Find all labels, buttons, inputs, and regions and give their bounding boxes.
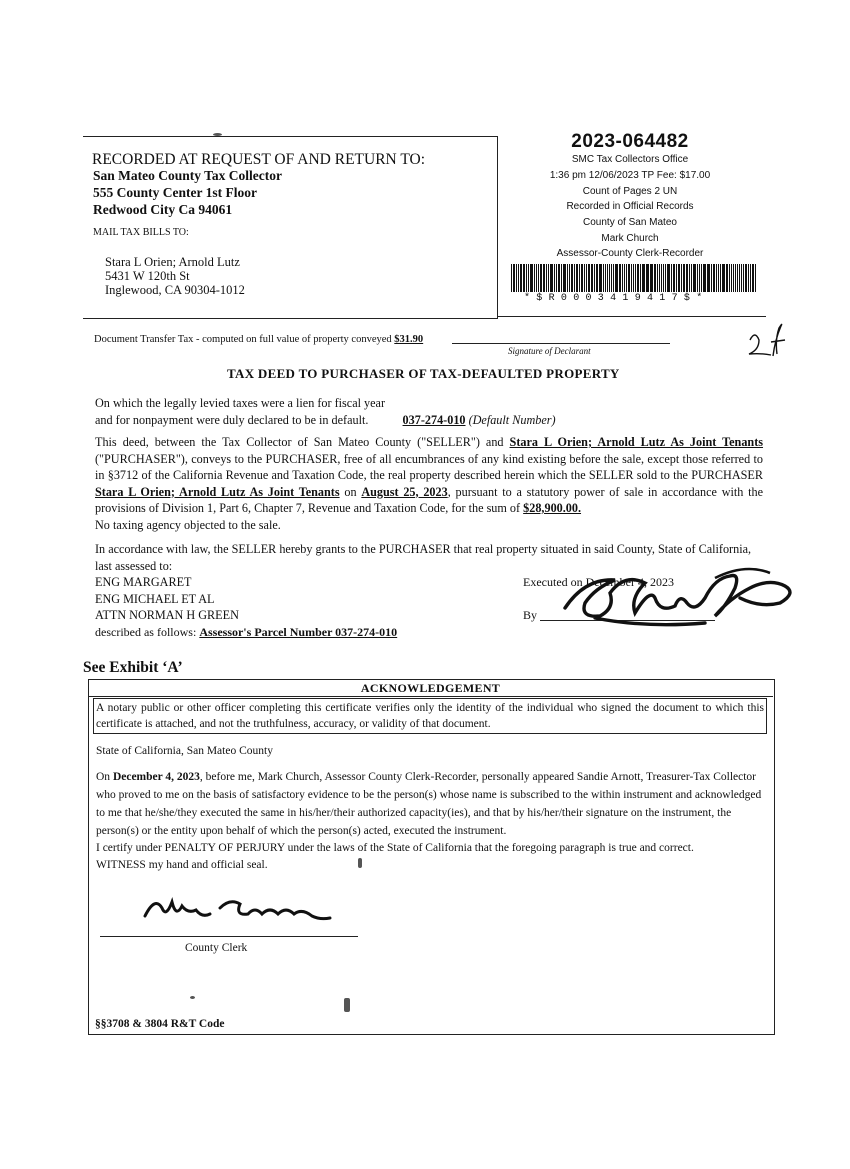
barcode-bar <box>650 264 653 292</box>
barcode <box>511 264 761 292</box>
scan-speck <box>358 858 362 868</box>
barcode-bar <box>748 264 749 292</box>
barcode-bar <box>586 264 587 292</box>
barcode-bar <box>642 264 645 292</box>
barcode-bar <box>646 264 649 292</box>
recorder-info-line: SMC Tax Collectors Office <box>571 154 689 165</box>
barcode-bar <box>726 264 728 292</box>
barcode-bar <box>571 264 573 292</box>
barcode-bar <box>686 264 688 292</box>
perjury-certification: I certify under PENALTY OF PERJURY under the laws of the State of California that the foregoing paragraph is true and correct. WITNESS my hand and official seal. <box>96 840 766 874</box>
barcode-bar <box>661 264 662 292</box>
see-exhibit-heading: See Exhibit ‘A’ <box>83 659 183 676</box>
barcode-bar <box>523 264 525 292</box>
acknowledgement-divider <box>88 696 773 697</box>
code-citation: §§3708 & 3804 R&T Code <box>95 1018 225 1030</box>
barcode-bar <box>755 264 756 292</box>
barcode-bar <box>591 264 593 292</box>
barcode-bar <box>707 264 710 292</box>
barcode-bar <box>530 264 533 292</box>
barcode-bar <box>659 264 660 292</box>
barcode-bar <box>693 264 696 292</box>
barcode-bar <box>697 264 698 292</box>
barcode-bar <box>665 264 666 292</box>
barcode-bar <box>622 264 623 292</box>
return-to-line: Redwood City Ca 94061 <box>93 202 233 217</box>
box-divider <box>497 136 498 317</box>
barcode-bar <box>671 264 672 292</box>
county-clerk-label: County Clerk <box>185 942 248 954</box>
barcode-bar <box>563 264 566 292</box>
barcode-bar <box>613 264 614 292</box>
default-number-label: (Default Number) <box>468 412 556 427</box>
barcode-bar <box>722 264 725 292</box>
barcode-bar <box>703 264 706 292</box>
default-number: 037-274-010 <box>402 412 466 427</box>
barcode-bar <box>699 264 700 292</box>
conveyance-paragraph: This deed, between the Tax Collector of San Mateo County ("SELLER") and Stara L Orien; Arnold Lutz As Joint Tenants ("PURCHASER"), conveys to the PURCHASER, free of all encumbrances of any kind existing before the sale, except those referred to in §3712 of the California Revenue and Taxation Code, the real property described herein which the SELLER sold to the PURCHASER Stara L Orien; Arnold Lutz As Joint Tenants on August 25, 2023, pursuant to a statutory power of sale in accordance with the provisions of Division 1, Part 6, Chapter 7, Revenue and Taxation Code, for the sum of $28,900.00. No taxing agency objected to the sale. <box>95 435 764 532</box>
barcode-bar <box>594 264 595 292</box>
assessed-to-name: ATTN NORMAN H GREEN <box>95 608 239 622</box>
barcode-bar <box>574 264 575 292</box>
barcode-bar <box>676 264 677 292</box>
barcode-bar <box>683 264 685 292</box>
assessed-to-name: ENG MARGARET <box>95 575 192 589</box>
barcode-bar <box>637 264 639 292</box>
default-line: and for nonpayment were duly declared to be in default. <box>95 412 369 427</box>
barcode-bar <box>733 264 734 292</box>
barcode-bar <box>554 264 555 292</box>
barcode-bar <box>619 264 621 292</box>
barcode-bar <box>540 264 542 292</box>
no-objection-line: No taxing agency objected to the sale. <box>95 517 281 532</box>
mail-address-line: 5431 W 120th St <box>105 269 190 283</box>
barcode-bar <box>520 264 522 292</box>
clerk-signature-line <box>100 936 358 937</box>
barcode-bar <box>615 264 618 292</box>
barcode-bar <box>626 264 627 292</box>
barcode-bar <box>534 264 535 292</box>
barcode-bar <box>654 264 656 292</box>
tax-collector-signature <box>555 558 800 648</box>
barcode-bar <box>735 264 736 292</box>
barcode-bar <box>731 264 732 292</box>
barcode-bar <box>526 264 527 292</box>
barcode-bar <box>538 264 539 292</box>
barcode-bar <box>543 264 545 292</box>
barcode-bar <box>605 264 606 292</box>
barcode-bar <box>718 264 719 292</box>
barcode-bar <box>750 264 751 292</box>
barcode-bar <box>567 264 568 292</box>
recorder-info-line: Mark Church <box>601 233 659 244</box>
parcel-line: described as follows: Assessor's Parcel Number 037-274-010 <box>95 625 398 639</box>
barcode-bar <box>713 264 715 292</box>
barcode-bar <box>741 264 742 292</box>
barcode-bar <box>603 264 604 292</box>
barcode-bar <box>640 264 641 292</box>
acknowledgement-date: December 4, 2023 <box>112 771 200 783</box>
barcode-bar <box>691 264 692 292</box>
sale-sum: $28,900.00. <box>523 501 582 515</box>
parcel-number: Assessor's Parcel Number 037-274-010 <box>199 625 398 639</box>
notary-notice-text: A notary public or other officer completing this certificate verifies only the identity of the individual who signed the document to which this certificate is attached, and not the truthfulness, accuracy, or validity of that document. <box>96 702 764 730</box>
acknowledgement-paragraph: On December 4, 2023, before me, Mark Church, Assessor County Clerk-Recorder, personally appeared Sandie Arnott, Treasurer-Tax Collector who proved to me on the basis of satisfactory evidence to be the person(s) whose name is subscribed to the within instrument and acknowledged to me that he/she/they executed the same in his/her/their authorized capacity(ies), and that by his/her/their signature on the instrument, the person(s) or the entity upon behalf of which the person(s) acted, executed the instrument. <box>96 771 762 837</box>
return-to-line: San Mateo County Tax Collector <box>93 168 282 183</box>
barcode-bar <box>673 264 675 292</box>
barcode-bar <box>518 264 519 292</box>
county-clerk-signature <box>140 888 350 936</box>
margin-initials-mark <box>745 320 790 365</box>
barcode-bar <box>752 264 754 292</box>
fiscal-year-paragraph <box>95 395 765 428</box>
barcode-bar <box>546 264 547 292</box>
declarant-signature-line <box>452 343 670 344</box>
recorder-info-line: Assessor-County Clerk-Recorder <box>556 248 704 259</box>
barcode-bar <box>720 264 721 292</box>
transfer-tax-amount: $31.90 <box>394 334 424 345</box>
recorder-info-line: 1:36 pm 12/06/2023 TP Fee: $17.00 <box>549 170 711 181</box>
scan-speck <box>344 998 350 1012</box>
barcode-bar <box>536 264 537 292</box>
barcode-bar <box>588 264 590 292</box>
barcode-bar <box>657 264 658 292</box>
purchaser-name: Stara L Orien; Arnold Lutz As Joint Tenants <box>95 484 340 499</box>
grant-paragraph: In accordance with law, the SELLER hereby grants to the PURCHASER that real property situated in said County, State of California, last assessed to: ENG MARGARET ENG MICHAEL ET AL ATTN NORMAN H GREEN <box>95 541 765 624</box>
barcode-bar <box>716 264 717 292</box>
barcode-bar <box>528 264 529 292</box>
barcode-bar <box>635 264 636 292</box>
barcode-bar <box>556 264 557 292</box>
mail-address-line: Inglewood, CA 90304-1012 <box>105 283 245 297</box>
barcode-bar <box>729 264 730 292</box>
barcode-bar <box>584 264 585 292</box>
barcode-bar <box>611 264 612 292</box>
barcode-bar <box>628 264 630 292</box>
declarant-signature-label: Signature of Declarant <box>508 346 591 356</box>
executed-date: Executed on December 4, 2023 <box>523 575 674 589</box>
purchaser-name: Stara L Orien; Arnold Lutz As Joint Tenants <box>509 435 764 449</box>
barcode-bar <box>596 264 598 292</box>
recorder-info-line: County of San Mateo <box>583 217 677 228</box>
barcode-bar <box>667 264 670 292</box>
barcode-bar <box>701 264 702 292</box>
barcode-bar <box>561 264 562 292</box>
barcode-bar <box>745 264 747 292</box>
barcode-bar <box>663 264 664 292</box>
mail-address-line: Stara L Orien; Arnold Lutz <box>105 255 240 269</box>
deed-title: TAX DEED TO PURCHASER OF TAX-DEFAULTED PROPERTY <box>227 366 620 381</box>
barcode-bar <box>609 264 610 292</box>
barcode-bar <box>678 264 680 292</box>
barcode-bar <box>711 264 712 292</box>
barcode-bar <box>569 264 570 292</box>
sale-date: August 25, 2023 <box>361 484 448 499</box>
recorded-at-title: RECORDED AT REQUEST OF AND RETURN TO: <box>92 151 426 168</box>
barcode-bar <box>548 264 549 292</box>
mail-tax-bills-label: MAIL TAX BILLS TO: <box>93 227 189 238</box>
barcode-bar <box>743 264 744 292</box>
recorder-info-line: Recorded in Official Records <box>566 201 694 212</box>
document-number: 2023-064482 <box>571 131 689 152</box>
barcode-bar <box>581 264 583 292</box>
venue-line: State of California, San Mateo County <box>96 745 273 757</box>
barcode-bar <box>681 264 682 292</box>
barcode-bar <box>511 264 512 292</box>
barcode-bar <box>599 264 602 292</box>
barcode-bar <box>579 264 580 292</box>
fiscal-year-line: On which the legally levied taxes were a lien for fiscal year <box>95 396 386 410</box>
transfer-tax-line <box>94 334 423 345</box>
barcode-bar <box>513 264 515 292</box>
transfer-tax-text: Document Transfer Tax - computed on full value of property conveyed <box>94 334 392 345</box>
barcode-bar <box>576 264 578 292</box>
barcode-bar <box>689 264 690 292</box>
by-label: By <box>523 608 538 622</box>
barcode-bar <box>607 264 608 292</box>
scan-speck <box>190 996 195 999</box>
barcode-bar <box>550 264 553 292</box>
barcode-bar <box>516 264 517 292</box>
scan-speck <box>213 133 222 136</box>
box-divider <box>497 316 766 317</box>
recorder-info-line: Count of Pages 2 UN <box>582 186 678 197</box>
barcode-bar <box>633 264 634 292</box>
assessed-to-name: ENG MICHAEL ET AL <box>95 591 215 606</box>
barcode-bar <box>737 264 738 292</box>
barcode-bar <box>558 264 560 292</box>
witness-line: WITNESS my hand and official seal. <box>96 859 268 871</box>
barcode-bar <box>624 264 625 292</box>
barcode-text: *$R0003419417$* <box>524 293 709 304</box>
barcode-bar <box>631 264 632 292</box>
return-to-line: 555 County Center 1st Floor <box>93 185 257 200</box>
barcode-bar <box>739 264 740 292</box>
acknowledgement-title: ACKNOWLEDGEMENT <box>360 681 501 695</box>
